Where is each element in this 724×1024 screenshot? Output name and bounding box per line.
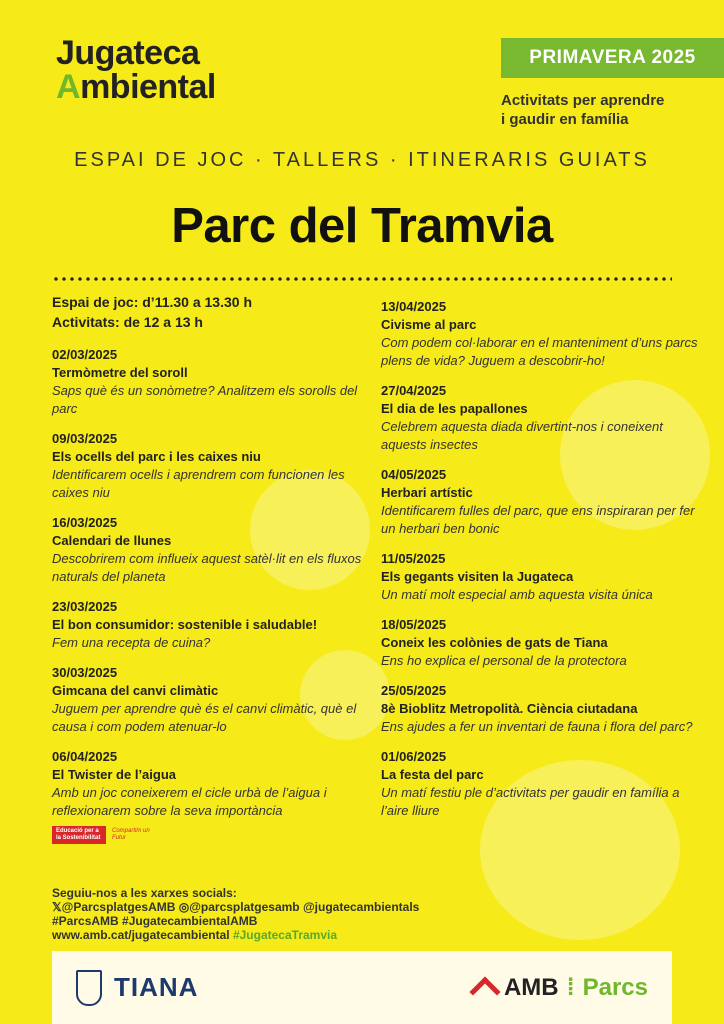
activity-item (52, 664, 362, 736)
activity-description: Identificarem ocells i aprendrem com funcionen les caixes niu (52, 467, 345, 500)
activity-title: 8è Bioblitz Metropolità. Ciència ciutadana (381, 701, 638, 716)
parcs-name: Parcs (582, 973, 648, 1001)
subtitle-line1: Activitats per aprendre (501, 92, 665, 109)
tiana-logo (76, 970, 198, 1006)
activities-left-column (52, 346, 362, 832)
activity-title: Els ocells del parc i les caixes niu (52, 449, 261, 464)
activity-item (52, 346, 362, 418)
activity-description: Fem una recepta de cuina? (52, 635, 211, 650)
activity-date: 11/05/2025 (381, 551, 446, 566)
activity-description: Un matí molt especial amb aquesta visita única (381, 587, 653, 602)
page-title: Parc del Tramvia (171, 199, 553, 253)
education-sustainability-badge (52, 826, 152, 844)
activity-title: El bon consumidor: sostenible i saludable! (52, 617, 318, 632)
amb-chevron-icon (469, 976, 500, 1007)
activity-date: 23/03/2025 (52, 599, 118, 614)
logo-a-letter: A (56, 68, 81, 106)
activity-title: Civisme al parc (381, 317, 477, 332)
social-hashtags[interactable]: #ParcsAMB #JugatecambientalAMB (52, 914, 258, 928)
website-link[interactable]: www.amb.cat/jugatecambiental (52, 928, 230, 942)
activity-title: El dia de les papallones (381, 401, 528, 416)
activity-title: Termòmetre del soroll (52, 365, 188, 380)
amb-parcs-logo (474, 973, 648, 1003)
activity-title: Herbari artístic (381, 485, 473, 500)
jugateca-logo (56, 36, 216, 104)
activity-description: Ens ho explica el personal de la protectora (381, 653, 627, 668)
play-hours: Espai de joc: d’11.30 a 13.30 h (52, 294, 252, 310)
subtitle (501, 91, 664, 129)
amb-separator: ⁞ (566, 973, 575, 1001)
activity-date: 30/03/2025 (52, 665, 118, 680)
activity-date: 09/03/2025 (52, 431, 118, 446)
tagline: ESPAI DE JOC · TALLERS · ITINERARIS GUIATS (74, 149, 650, 171)
activity-item (381, 466, 699, 538)
logo-line1: Jugateca (56, 34, 200, 72)
activity-date: 18/05/2025 (381, 617, 447, 632)
activity-description: Amb un joc coneixerem el cicle urbà de l’aigua i reflexionarem sobre la seva importància (52, 785, 327, 818)
activity-item (381, 382, 699, 454)
activity-date: 16/03/2025 (52, 515, 118, 530)
logo-line2 (56, 70, 216, 104)
activity-title: El Twister de l’aigua (52, 767, 177, 782)
shield-icon (76, 970, 102, 1006)
activity-item (52, 514, 362, 586)
social-heading: Seguiu-nos a les xarxes socials: (52, 886, 237, 900)
activity-date: 02/03/2025 (52, 347, 118, 362)
activity-date: 04/05/2025 (381, 467, 447, 482)
activity-item (381, 616, 699, 670)
season-badge: PRIMAVERA 2025 (501, 38, 724, 78)
social-section (52, 886, 419, 942)
amb-name: AMB (503, 973, 559, 1001)
tiana-name: TIANA (114, 972, 199, 1002)
activity-hours: Activitats: de 12 a 13 h (52, 314, 203, 330)
activity-item (381, 550, 699, 604)
activity-title: Els gegants visiten la Jugateca (381, 569, 574, 584)
activity-date: 27/04/2025 (381, 383, 447, 398)
activity-date: 01/06/2025 (381, 749, 447, 764)
activity-item (381, 748, 699, 820)
edu-badge-text: Compartim un Futur (112, 828, 150, 841)
activity-description: Saps què és un sonòmetre? Analitzem els sorolls del parc (52, 383, 358, 416)
activity-item (381, 682, 699, 736)
activity-description: Un matí festiu ple d’activitats per gaudir en família a l’aire lliure (381, 785, 680, 818)
activity-description: Celebrem aquesta diada divertint-nos i coneixent aquests insectes (381, 419, 663, 452)
activity-item (52, 430, 362, 502)
activity-date: 25/05/2025 (381, 683, 447, 698)
activity-description: Identificarem fulles del parc, que ens inspiraran per fer un herbari ben bonic (381, 503, 695, 536)
dotted-divider (52, 277, 672, 281)
activity-description: Juguem per aprendre què és el canvi climàtic, què el causa i com podem atenuar-lo (52, 701, 357, 734)
activity-title: Gimcana del canvi climàtic (52, 683, 219, 698)
activity-description: Com podem col·laborar en el manteniment d’uns parcs plens de vida? Juguem a descobrir-ho! (381, 335, 698, 368)
activity-description: Descobrirem com influeix aquest satèl·lit en els fluxos naturals del planeta (52, 551, 362, 584)
activity-description: Ens ajudes a fer un inventari de fauna i flora del parc? (381, 719, 693, 734)
social-url-line (52, 928, 419, 942)
activity-title: Coneix les colònies de gats de Tiana (381, 635, 608, 650)
schedule-hours (52, 292, 252, 332)
activity-title: La festa del parc (381, 767, 484, 782)
edu-badge-box: Educació per a la Sostenibilitat (52, 826, 106, 844)
footer-logos (52, 951, 672, 1024)
event-hashtag[interactable]: #JugatecaTramvia (232, 928, 338, 942)
activities-right-column (381, 298, 699, 832)
activity-title: Calendari de llunes (52, 533, 172, 548)
social-handles[interactable]: 𝕏@ParcsplatgesAMB ◎@parcsplatgesamb @jugatecambientals (52, 900, 420, 914)
activity-date: 13/04/2025 (381, 299, 447, 314)
activity-item (52, 598, 362, 652)
activity-date: 06/04/2025 (52, 749, 118, 764)
subtitle-line2: i gaudir en família (501, 111, 629, 128)
activity-item (52, 748, 362, 820)
logo-line2-rest: mbiental (80, 68, 216, 106)
activity-item (381, 298, 699, 370)
